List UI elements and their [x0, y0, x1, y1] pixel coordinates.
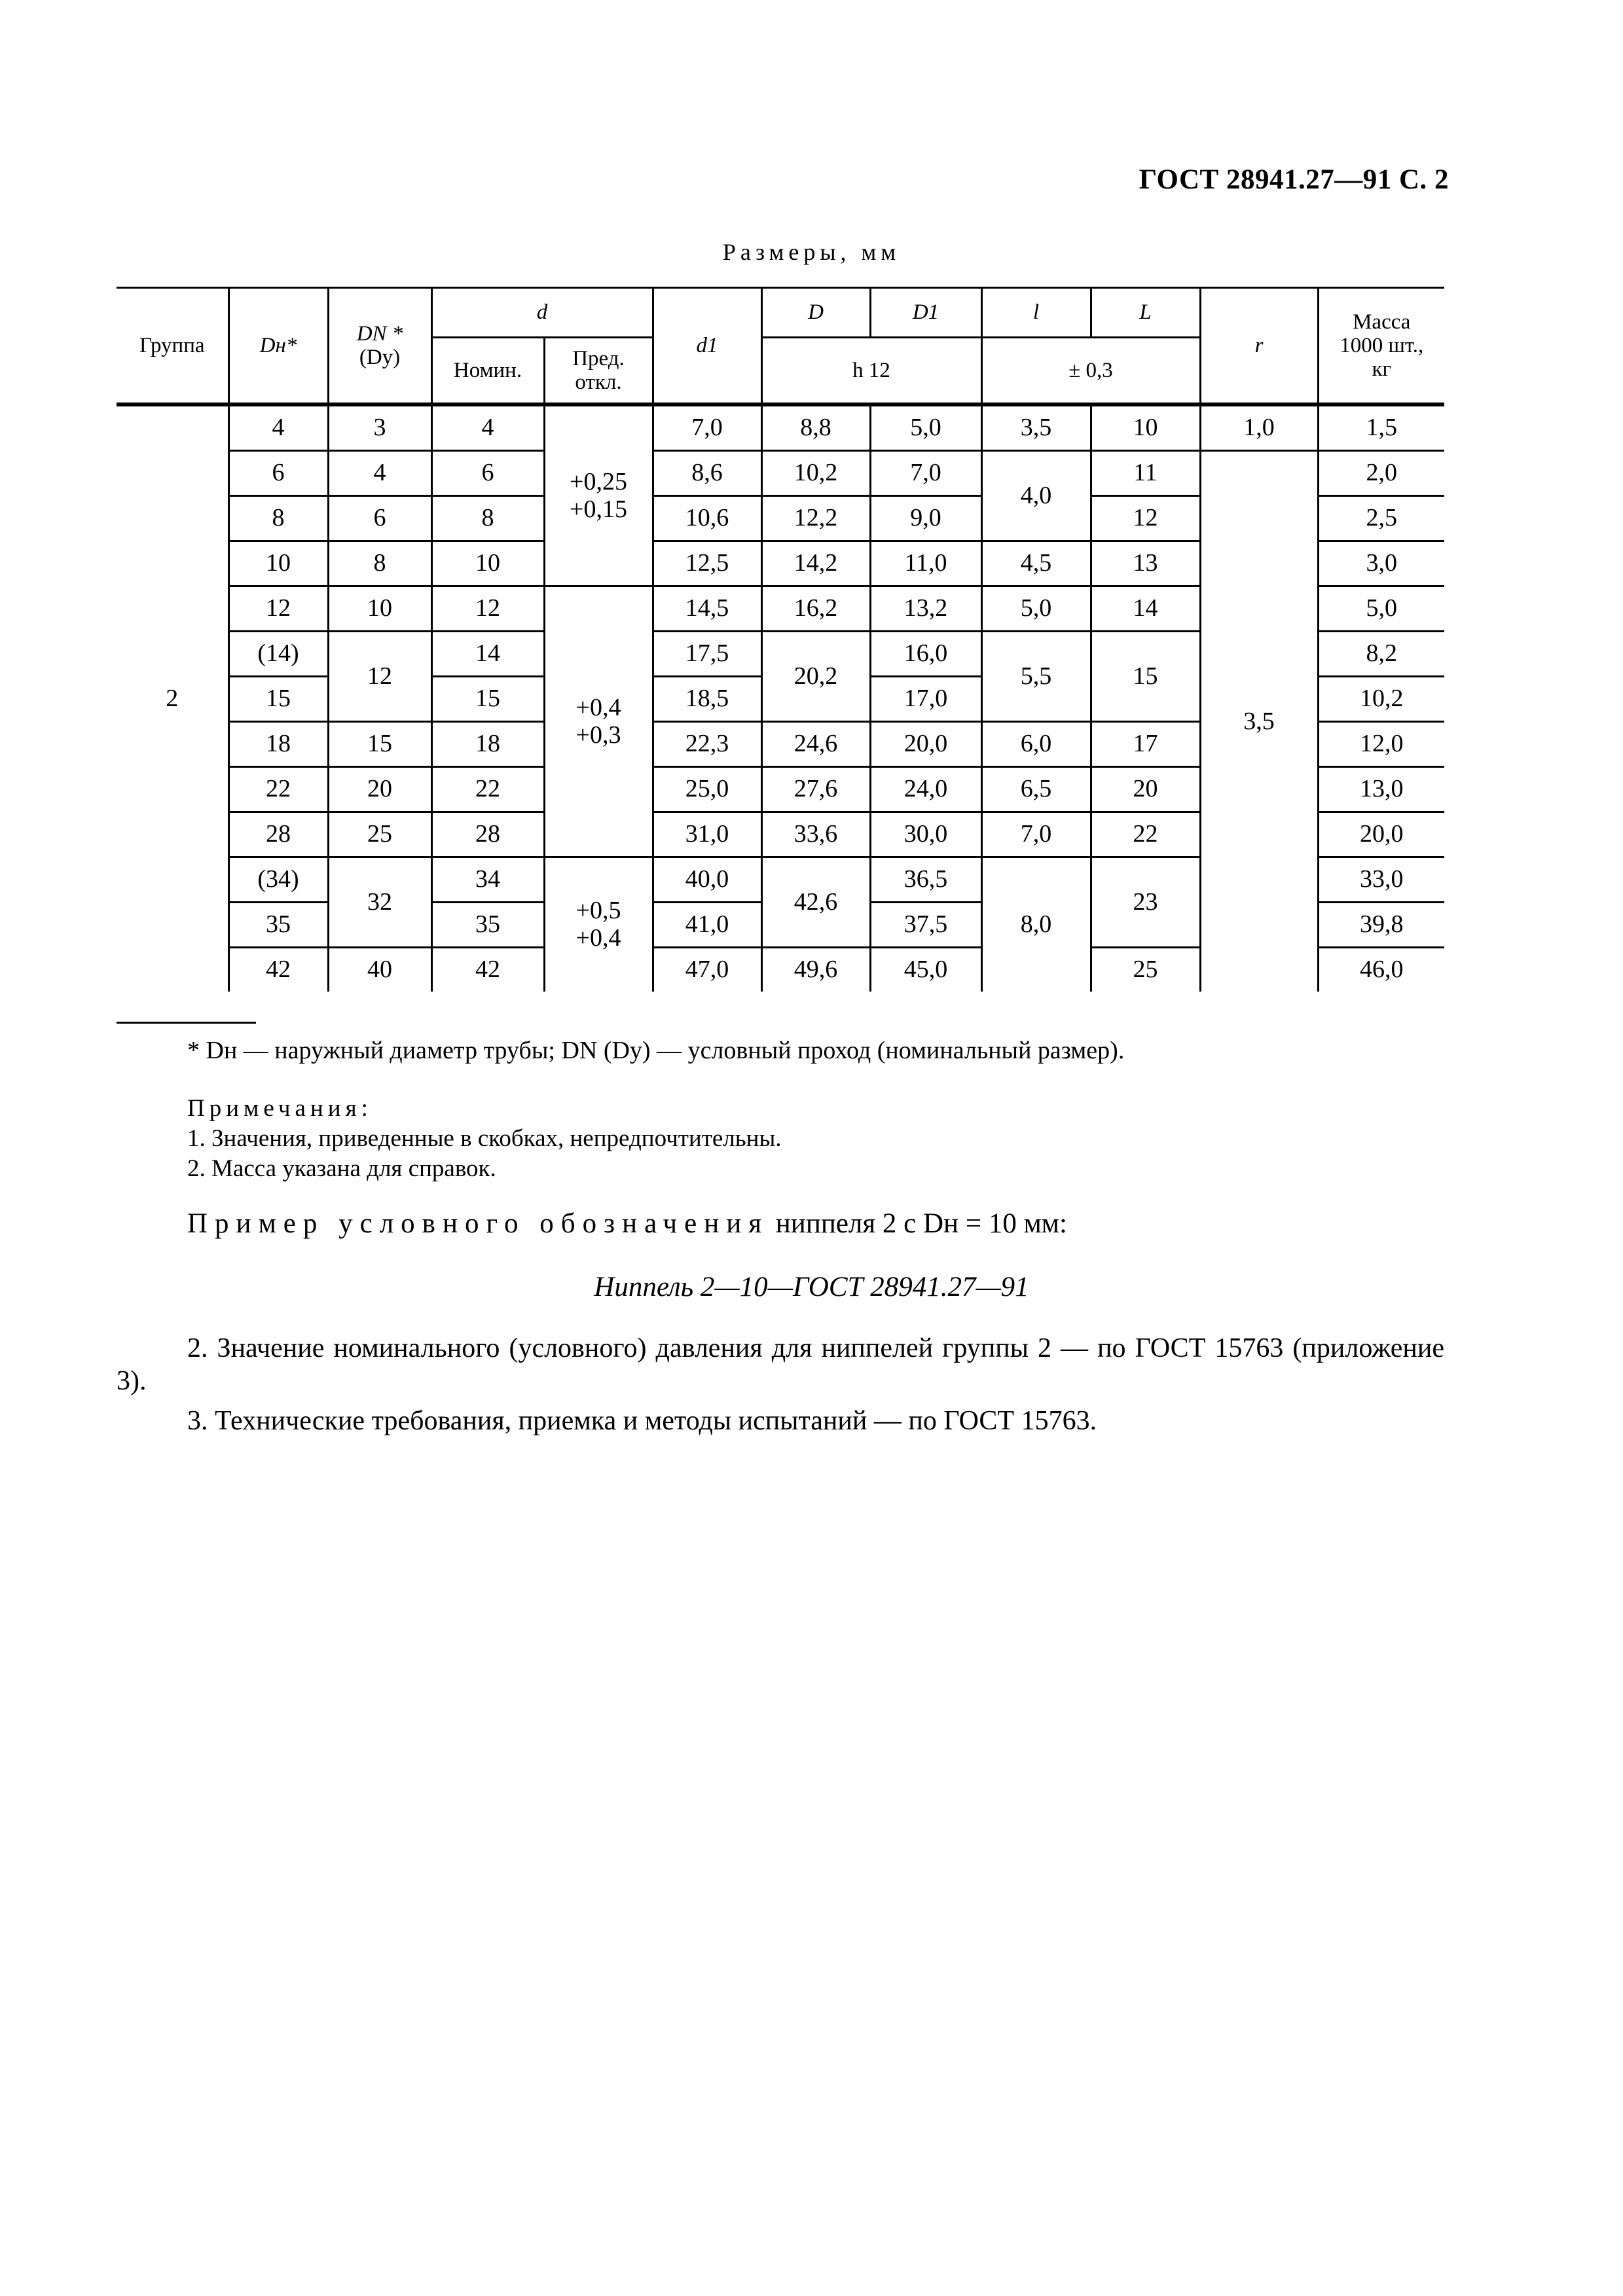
table-cell: 10,2 — [1318, 677, 1444, 722]
paragraph-3: 3. Технические требования, приемка и методы испытаний — по ГОСТ 15763. — [187, 1406, 1097, 1436]
header-D: D — [761, 288, 870, 338]
table-cell: 15 — [431, 677, 544, 722]
table-cell: 23 — [1091, 857, 1200, 948]
table-cell: 13,0 — [1318, 767, 1444, 812]
table-cell: 3,5 — [981, 404, 1091, 451]
header-d-nom: Номин. — [431, 338, 544, 405]
table-cell: 1,5 — [1318, 404, 1444, 451]
tolerance-cell: +0,25 +0,15 — [544, 404, 653, 586]
table-cell: (34) — [228, 857, 328, 903]
table-cell: 11 — [1091, 451, 1200, 496]
table-cell: 10 — [228, 541, 328, 586]
header-mass: Масса 1000 шт., кг — [1318, 288, 1444, 405]
table-cell: 17 — [1091, 722, 1200, 767]
table-cell: 27,6 — [761, 767, 870, 812]
table-cell: 12,5 — [653, 541, 761, 586]
note-1: 1. Значения, приведенные в скобках, непредпочтительны. — [187, 1125, 782, 1152]
table-cell: 25 — [1091, 948, 1200, 992]
designation-example: Ниппель 2—10—ГОСТ 28941.27—91 — [594, 1272, 1029, 1302]
header-d1: d1 — [653, 288, 761, 405]
header-D1: D1 — [870, 288, 981, 338]
table-cell: 40,0 — [653, 857, 761, 903]
table-cell: 8 — [328, 541, 431, 586]
table-cell: 8,0 — [981, 857, 1091, 992]
table-cell: 4 — [328, 451, 431, 496]
table-cell: 5,0 — [1318, 586, 1444, 632]
table-cell: 3,0 — [1318, 541, 1444, 586]
table-cell: 25 — [328, 812, 431, 857]
group-cell: 2 — [166, 685, 179, 713]
table-cell: 39,8 — [1318, 903, 1444, 948]
header-pm03: ± 0,3 — [981, 338, 1200, 405]
table-cell: 13,2 — [870, 586, 981, 632]
table-cell: 20,2 — [761, 632, 870, 722]
table-cell: 8 — [228, 496, 328, 541]
table-cell: 4 — [431, 404, 544, 451]
table-cell: 8,2 — [1318, 632, 1444, 677]
table-cell: 42,6 — [761, 857, 870, 948]
table-cell: 10 — [431, 541, 544, 586]
tolerance-cell: +0,4 +0,3 — [544, 586, 653, 857]
footnote-rule — [117, 1022, 256, 1024]
header-d: d — [431, 288, 653, 338]
table-cell: 28 — [228, 812, 328, 857]
table-cell: 42 — [431, 948, 544, 992]
table-caption: Размеры, мм — [722, 239, 901, 265]
table-cell: 6 — [328, 496, 431, 541]
table-cell: 17,0 — [870, 677, 981, 722]
table-cell: 14,2 — [761, 541, 870, 586]
table-cell: 6,0 — [981, 722, 1091, 767]
header-dn: Dн* — [228, 288, 328, 405]
table-cell: 22,3 — [653, 722, 761, 767]
table-cell: 18,5 — [653, 677, 761, 722]
table-cell: 45,0 — [870, 948, 981, 992]
table-cell: 31,0 — [653, 812, 761, 857]
dimensions-table — [117, 287, 1444, 992]
table-cell: 20,0 — [1318, 812, 1444, 857]
footnote: * Dн — наружный диаметр трубы; DN (Dу) — условный проход (номинальный размер). — [187, 1037, 1125, 1064]
table-cell: 16,2 — [761, 586, 870, 632]
table-cell: 7,0 — [981, 812, 1091, 857]
header-DN: DN * (Dу) — [328, 288, 431, 405]
table-cell: 3 — [328, 404, 431, 451]
header-d-tol: Пред. откл. — [544, 338, 653, 405]
table-cell: 5,0 — [870, 404, 981, 451]
table-cell: 8,6 — [653, 451, 761, 496]
table-cell: 7,0 — [653, 404, 761, 451]
table-cell: 22 — [228, 767, 328, 812]
table-cell: 12 — [328, 632, 431, 722]
table-cell: 24,6 — [761, 722, 870, 767]
r-cell: 3,5 — [1200, 451, 1318, 992]
header-l: l — [981, 288, 1091, 338]
table-cell: 6 — [228, 451, 328, 496]
table-cell: 17,5 — [653, 632, 761, 677]
table-cell: 33,6 — [761, 812, 870, 857]
table-cell: 10 — [1091, 404, 1200, 451]
table-cell: (14) — [228, 632, 328, 677]
notes-title: Примечания: — [187, 1095, 373, 1122]
page-header: ГОСТ 28941.27—91 С. 2 — [1139, 164, 1449, 195]
table-cell: 34 — [431, 857, 544, 903]
header-r: r — [1200, 288, 1318, 405]
table-cell: 37,5 — [870, 903, 981, 948]
table-cell: 6,5 — [981, 767, 1091, 812]
table-cell: 24,0 — [870, 767, 981, 812]
table-cell: 2,0 — [1318, 451, 1444, 496]
table-cell: 4,0 — [981, 451, 1091, 541]
example-line: Пример условного обозначения ниппеля 2 с Dн = 10 мм: — [187, 1208, 1067, 1239]
table-cell: 12,2 — [761, 496, 870, 541]
table-cell: 33,0 — [1318, 857, 1444, 903]
table-cell: 15 — [328, 722, 431, 767]
table-cell: 18 — [228, 722, 328, 767]
header-L: L — [1091, 288, 1200, 338]
table-cell: 32 — [328, 857, 431, 948]
tolerance-cell: +0,5 +0,4 — [544, 857, 653, 992]
table-cell: 12 — [1091, 496, 1200, 541]
table-cell: 4 — [228, 404, 328, 451]
paragraph-2: 2. Значение номинального (условного) давления для ниппелей группы 2 — по ГОСТ 15763 (приложение 3). — [117, 1333, 1444, 1397]
table-cell: 9,0 — [870, 496, 981, 541]
table-cell: 12 — [431, 586, 544, 632]
table-cell: 42 — [228, 948, 328, 992]
table-cell: 40 — [328, 948, 431, 992]
table-cell: 10,6 — [653, 496, 761, 541]
table-cell: 8,8 — [761, 404, 870, 451]
table-cell: 14 — [1091, 586, 1200, 632]
header-group: Группа — [117, 288, 228, 405]
table-cell: 10 — [328, 586, 431, 632]
table-cell: 22 — [1091, 812, 1200, 857]
table-cell: 7,0 — [870, 451, 981, 496]
table-cell: 30,0 — [870, 812, 981, 857]
r-cell: 1,0 — [1200, 404, 1318, 451]
table-cell: 49,6 — [761, 948, 870, 992]
table-cell: 25,0 — [653, 767, 761, 812]
table-cell: 46,0 — [1318, 948, 1444, 992]
table-cell: 18 — [431, 722, 544, 767]
table-cell: 6 — [431, 451, 544, 496]
table-cell: 20 — [1091, 767, 1200, 812]
table-row — [117, 451, 1444, 496]
table-cell: 12,0 — [1318, 722, 1444, 767]
table-cell: 41,0 — [653, 903, 761, 948]
table-row — [117, 404, 1444, 451]
table-cell: 12 — [228, 586, 328, 632]
table-cell: 8 — [431, 496, 544, 541]
table-cell: 28 — [431, 812, 544, 857]
table-cell: 10,2 — [761, 451, 870, 496]
table-cell: 35 — [228, 903, 328, 948]
table-cell: 47,0 — [653, 948, 761, 992]
table-cell: 14,5 — [653, 586, 761, 632]
table-cell: 5,5 — [981, 632, 1091, 722]
table-cell: 20 — [328, 767, 431, 812]
table-cell: 4,5 — [981, 541, 1091, 586]
table-cell: 13 — [1091, 541, 1200, 586]
table-cell: 22 — [431, 767, 544, 812]
note-2: 2. Масса указана для справок. — [187, 1155, 496, 1182]
table-cell: 2,5 — [1318, 496, 1444, 541]
table-cell: 35 — [431, 903, 544, 948]
table-cell: 16,0 — [870, 632, 981, 677]
table-cell: 5,0 — [981, 586, 1091, 632]
table-cell: 36,5 — [870, 857, 981, 903]
table-cell: 11,0 — [870, 541, 981, 586]
table-cell: 14 — [431, 632, 544, 677]
table-cell: 15 — [228, 677, 328, 722]
table-cell: 20,0 — [870, 722, 981, 767]
table-cell: 15 — [1091, 632, 1200, 722]
header-h12: h 12 — [761, 338, 981, 405]
